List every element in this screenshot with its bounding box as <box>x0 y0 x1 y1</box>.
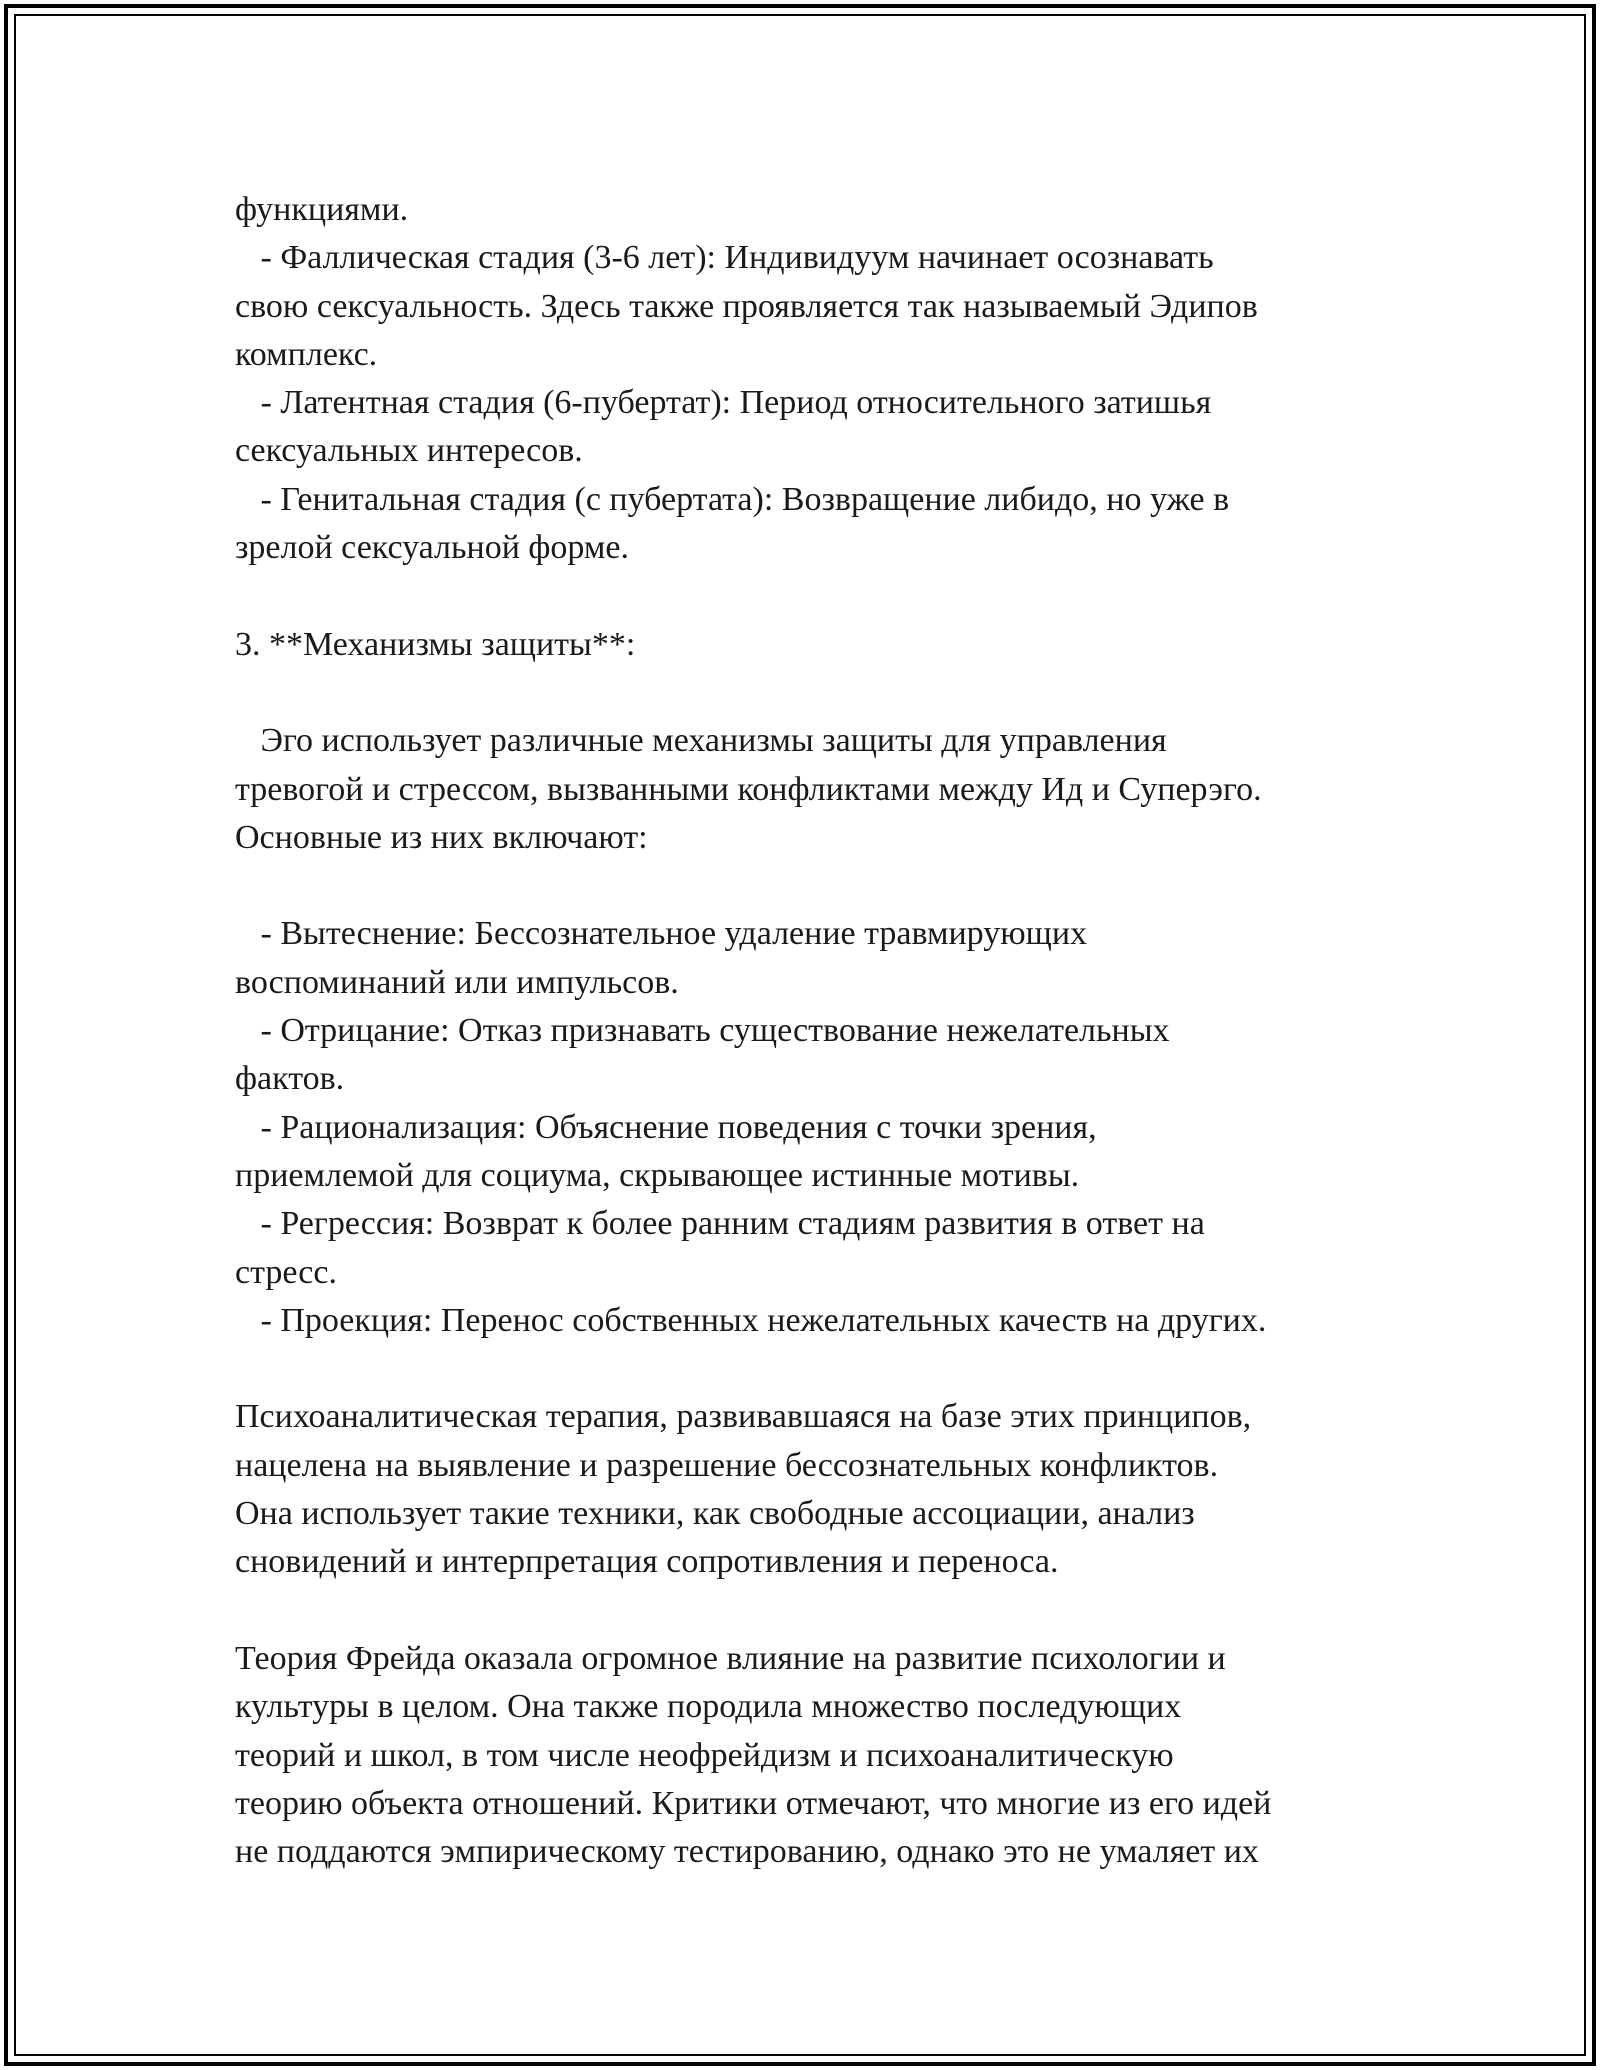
text-line: - Отрицание: Отказ признавать существование нежелательных <box>235 1012 1170 1050</box>
blank-line <box>235 572 1385 620</box>
text-line: - Латентная стадия (6-пубертат): Период относительного затишья <box>235 384 1212 422</box>
text-line: - Фаллическая стадия (3-6 лет): Индивидуум начинает осознавать <box>235 239 1214 277</box>
text-line: сновидений и интерпретация сопротивления и переноса. <box>235 1543 1059 1581</box>
text-line: Она использует такие техники, как свободные ассоциации, анализ <box>235 1495 1195 1533</box>
text-line: Основные из них включают: <box>235 818 648 856</box>
text-line: сексуальных интересов. <box>235 432 583 470</box>
blank-line <box>235 669 1385 717</box>
text-line: Теория Фрейда оказала огромное влияние на развитие психологии и <box>235 1639 1226 1677</box>
text-line: - Регрессия: Возврат к более ранним стадиям развития в ответ на <box>235 1205 1205 1243</box>
blank-line <box>235 1587 1385 1635</box>
text-line: Психоаналитическая терапия, развивавшаяся на базе этих принципов, <box>235 1398 1252 1436</box>
text-line: 3. **Механизмы защиты**: <box>235 625 636 663</box>
blank-line <box>235 1345 1385 1393</box>
document-body <box>235 186 1385 1876</box>
text-line: приемлемой для социума, скрывающее истинные мотивы. <box>235 1156 1080 1194</box>
text-line: тревогой и стрессом, вызванными конфликтами между Ид и Суперэго. <box>235 770 1262 808</box>
text-line: - Проекция: Перенос собственных нежелательных качеств на других. <box>235 1301 1267 1339</box>
text-line: - Вытеснение: Бессознательное удаление травмирующих <box>235 915 1088 953</box>
text-line: не поддаются эмпирическому тестированию, однако это не умаляет их <box>235 1833 1259 1871</box>
text-line: теорий и школ, в том числе неофрейдизм и психоаналитическую <box>235 1736 1174 1774</box>
text-line: комплекс. <box>235 335 378 373</box>
text-line: стресс. <box>235 1253 337 1291</box>
text-line: зрелой сексуальной форме. <box>235 529 630 567</box>
text-line: Эго использует различные механизмы защиты для управления <box>235 722 1167 760</box>
text-line: фактов. <box>235 1060 345 1098</box>
text-line: нацелена на выявление и разрешение бессознательных конфликтов. <box>235 1446 1219 1484</box>
text-line: - Генитальная стадия (с пубертата): Возвращение либидо, но уже в <box>235 480 1230 518</box>
text-line: - Рационализация: Объяснение поведения с точки зрения, <box>235 1108 1097 1146</box>
text-line: теорию объекта отношений. Критики отмечают, что многие из его идей <box>235 1784 1272 1822</box>
blank-line <box>235 862 1385 910</box>
text-line: воспоминаний или импульсов. <box>235 963 679 1001</box>
text-line: культуры в целом. Она также породила множество последующих <box>235 1688 1182 1726</box>
text-line: функциями. <box>235 191 409 228</box>
text-line: свою сексуальность. Здесь также проявляется так называемый Эдипов <box>235 287 1258 325</box>
